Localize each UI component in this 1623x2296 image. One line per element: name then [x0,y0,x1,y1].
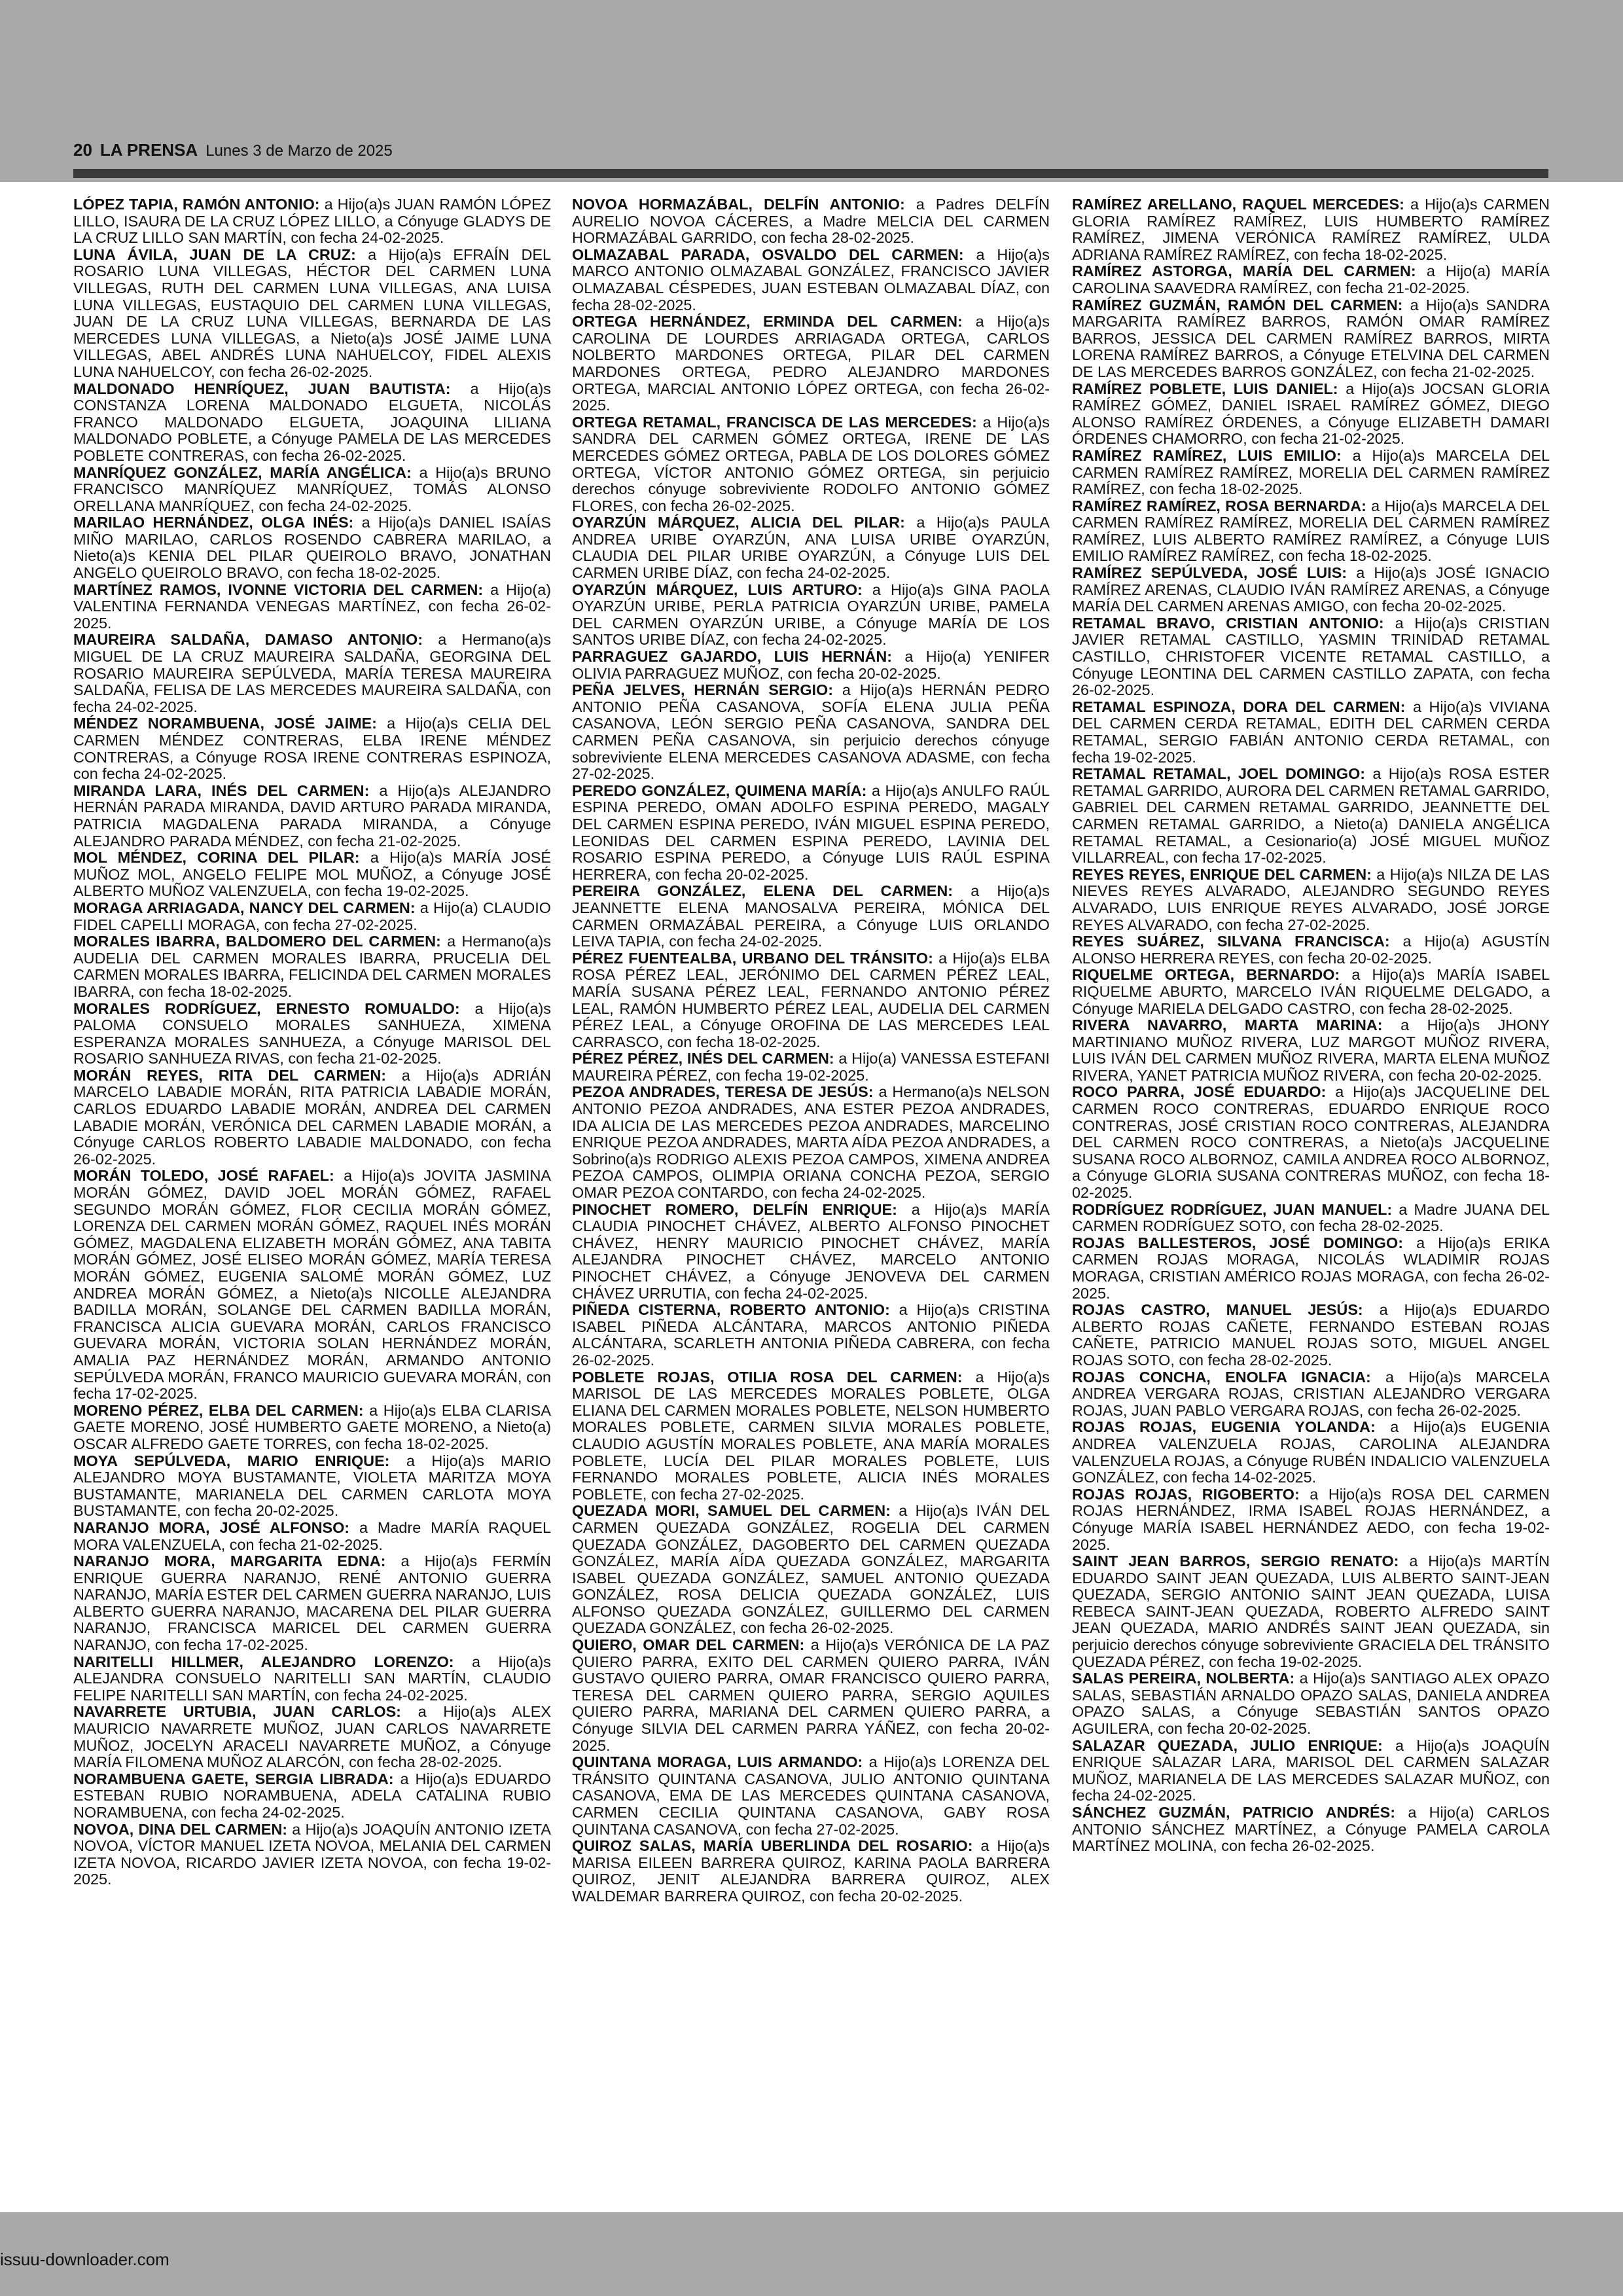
deceased-name: ROJAS CASTRO, MANUEL JESÚS: [1072,1301,1363,1319]
notice-entry [1072,1670,1550,1737]
deceased-name: MORALES RODRÍGUEZ, ERNESTO ROMUALDO: [73,999,460,1017]
notice-entry [1072,381,1550,448]
notice-entry [1072,1302,1550,1369]
deceased-name: MANRÍQUEZ GONZÁLEZ, MARÍA ANGÉLICA: [73,463,412,481]
bottom-gray-band [0,2212,1623,2296]
notice-text: a Hijo(a) MARÍA CAROLINA SAAVEDRA RAMÍREZ, con fecha 21-02-2025. [1072,262,1550,296]
deceased-name: QUIROZ SALAS, MARÍA UBERLINDA DEL ROSARIO: [572,1837,973,1855]
deceased-name: PEREIRA GONZÁLEZ, ELENA DEL CARMEN: [572,882,954,900]
notice-entry [73,1771,551,1821]
notice-text: a Hijo(a)s VERÓNICA DE LA PAZ QUIERO PARRA, EXITO DEL CARMEN QUIERO PARRA, IVÁN GUSTAVO QUIERO PARRA, OMAR FRANCISCO QUIERO PARRA, TERESA DEL CARMEN QUIERO PARRA, SERGIO AQUILES QUIERO PARRA, MARIANA DEL CARMEN QUIERO PARRA, a Cónyuge SILVIA DEL CARMEN PARRA YÁÑEZ, con fecha 20-02-2025. [572,1636,1050,1754]
notice-entry [572,1369,1050,1503]
header-rule [73,169,1548,178]
notice-text: a Madre MARÍA RAQUEL MORA VALENZUELA, con fecha 21-02-2025. [73,1518,551,1553]
deceased-name: SAINT JEAN BARROS, SERGIO RENATO: [1072,1552,1399,1570]
notice-text: a Hijo(a)s ALEJANDRO HERNÁN PARADA MIRANDA, DAVID ARTURO PARADA MIRANDA, PATRICIA MAGDALENA PARADA MIRANDA, a Cónyuge ALEJANDRO PARADA MÉNDEZ, con fecha 21-02-2025. [73,781,551,850]
notice-text: a Hijo(a)s HERNÁN PEDRO ANTONIO PEÑA CASANOVA, SOFÍA ELENA JULIA PEÑA CASANOVA, LEÓN SERGIO PEÑA CASANOVA, SANDRA DEL CARMEN PEÑA CASANOVA, sin perjuicio derechos cónyuge sobreviviente ELENA MERCEDES CASANOVA ADASME, con fecha 27-02-2025. [572,681,1050,783]
notice-entry [1072,967,1550,1017]
notice-entry [73,1168,551,1402]
deceased-name: LUNA ÁVILA, JUAN DE LA CRUZ: [73,245,356,263]
notice-entry [73,1001,551,1067]
deceased-name: MÉNDEZ NORAMBUENA, JOSÉ JAIME: [73,715,377,732]
notice-text: a Hijo(a)s MARISOL DE LAS MERCEDES MORALES POBLETE, OLGA ELIANA DEL CARMEN MORALES POBLETE, NELSON HUMBERTO MORALES POBLETE, CARMEN SILVIA MORALES POBLETE, CLAUDIO AGUSTÍN MORALES POBLETE, ANA MARÍA MORALES POBLETE, LUCÍA DEL PILAR MORALES POBLETE, LUIS FERNANDO MORALES POBLETE, ALICIA INÉS MORALES POBLETE, con fecha 27-02-2025. [572,1368,1050,1503]
notice-text: a Hermano(a)s NELSON ANTONIO PEZOA ANDRADES, ANA ESTER PEZOA ANDRADES, IDA ALICIA DE LAS MERCEDES PEZOA ANDRADES, MARCELINO ENRIQUE PEZOA ANDRADES, MARTA AÍDA PEZOA ANDRADES, a Sobrino(a)s RODRIGO ALEXIS PEZOA CAMPOS, XIMENA ANDREA PEZOA CAMPOS, OLIMPIA ORIANA CONCHA PEZOA, SERGIO OMAR PEZOA CONTARDO, con fecha 24-02-2025. [572,1083,1050,1202]
deceased-name: SÁNCHEZ GUZMÁN, PATRICIO ANDRÉS: [1072,1804,1396,1821]
notice-text: a Hijo(a)s EDUARDO ESTEBAN RUBIO NORAMBUENA, ADELA CATALINA RUBIO NORAMBUENA, con fecha 24-02-2025. [73,1770,551,1821]
notice-entry [73,1067,551,1168]
deceased-name: REYES REYES, ENRIQUE DEL CARMEN: [1072,865,1372,883]
notice-text: a Hijo(a)s JACQUELINE DEL CARMEN ROCO CONTRERAS, EDUARDO ENRIQUE ROCO CONTRERAS, JOSÉ CRISTIAN ROCO CONTRERAS, ALEJANDRA DEL CARMEN ROCO CONTRERAS, a Nieto(a)s JACQUELINE SUSANA ROCO ALBORNOZ, CAMILA ANDREA ROCO ALBORNOZ, a Cónyuge GLORIA SUSANA CONTRERAS MUÑOZ, con fecha 18-02-2025. [1072,1083,1550,1202]
notice-text: a Hijo(a)s MARTÍN EDUARDO SAINT JEAN QUEZADA, LUIS ALBERTO SAINT-JEAN QUEZADA, SERGIO ANTONIO SAINT JEAN QUEZADA, LUISA REBECA SAINT-JEAN QUEZADA, ROBERTO ALFREDO SAINT JEAN QUEZADA, MARIO ANDRÉS SAINT JEAN QUEZADA, sin perjuicio derechos cónyuge sobreviviente GRACIELA DEL TRÁNSITO QUEZADA PÉREZ, con fecha 19-02-2025. [1072,1552,1550,1670]
deceased-name: MOYA SEPÚLVEDA, MARIO ENRIQUE: [73,1452,390,1469]
notice-entry [73,933,551,1000]
footer-watermark: issuu-downloader.com [0,2250,169,2269]
deceased-name: QUIERO, OMAR DEL CARMEN: [572,1636,805,1654]
deceased-name: ROCO PARRA, JOSÉ EDUARDO: [1072,1083,1327,1101]
notice-text: a Hijo(a)s CONSTANZA LORENA MALDONADO ELGUETA, NICOLÁS FRANCO MALDONADO ELGUETA, JOAQUINA LILIANA MALDONADO POBLETE, a Cónyuge PAMELA DE LAS MERCEDES POBLETE CONTRERAS, con fecha 26-02-2025. [73,380,551,464]
notice-text: a Hijo(a)s MARIO ALEJANDRO MOYA BUSTAMANTE, VIOLETA MARITZA MOYA BUSTAMANTE, MARIANELA DEL CARMEN CARLOTA MOYA BUSTAMANTE, con fecha 20-02-2025. [73,1452,551,1520]
deceased-name: QUINTANA MORAGA, LUIS ARMANDO: [572,1753,863,1771]
notice-text: a Hijo(a)s FERMÍN ENRIQUE GUERRA NARANJO, RENÉ ANTONIO GUERRA NARANJO, MARÍA ESTER DEL CARMEN GUERRA NARANJO, LUIS ALBERTO GUERRA NARANJO, MACARENA DEL PILAR GUERRA NARANJO, FRANCISCA MARICEL DEL CARMEN GUERRA NARANJO, con fecha 17-02-2025. [73,1552,551,1654]
deceased-name: ROJAS ROJAS, RIGOBERTO: [1072,1485,1300,1503]
notice-entry [1072,1202,1550,1235]
deceased-name: MAUREIRA SALDAÑA, DAMASO ANTONIO: [73,631,423,649]
notice-entry [572,649,1050,682]
notice-entry [1072,933,1550,967]
notice-text: a Hijo(a) AGUSTÍN ALONSO HERRERA REYES, con fecha 20-02-2025. [1072,933,1550,967]
deceased-name: RAMÍREZ SEPÚLVEDA, JOSÉ LUIS: [1072,564,1347,582]
deceased-name: RODRÍGUEZ RODRÍGUEZ, JUAN MANUEL: [1072,1200,1393,1218]
notice-text: a Hijo(a) YENIFER OLIVIA PARRAGUEZ MUÑOZ, con fecha 20-02-2025. [572,648,1050,682]
notice-text: a Hijo(a)s JOAQUÍN ENRIQUE SALAZAR LARA, MARISOL DEL CARMEN SALAZAR MUÑOZ, MARIANELA DE LAS MERCEDES SALAZAR MUÑOZ, con fecha 24-02-2025. [1072,1736,1550,1804]
publication-name: LA PRENSA [99,140,198,160]
deceased-name: PÉREZ FUENTEALBA, URBANO DEL TRÁNSITO: [572,949,933,967]
notice-text: a Hijo(a)s NILZA DE LAS NIEVES REYES ALVARADO, ALEJANDRO SEGUNDO REYES ALVARADO, LUIS ENRIQUE REYES ALVARADO, JOSÉ JORGE REYES ALVARADO, con fecha 27-02-2025. [1072,865,1550,933]
deceased-name: ORTEGA RETAMAL, FRANCISCA DE LAS MERCEDES: [572,413,977,431]
deceased-name: MORAGA ARRIAGADA, NANCY DEL CARMEN: [73,899,416,916]
notice-text: a Hijo(a)s LORENZA DEL TRÁNSITO QUINTANA CASANOVA, JULIO ANTONIO QUINTANA CASANOVA, EMA DE LAS MERCEDES QUINTANA CASANOVA, CARMEN CECILIA QUINTANA CASANOVA, GABY ROSA QUINTANA CASANOVA, con fecha 27-02-2025. [572,1753,1050,1838]
deceased-name: PÉREZ PÉREZ, INÉS DEL CARMEN: [572,1050,834,1067]
column-3 [1072,196,1550,2207]
notice-entry [1072,615,1550,699]
deceased-name: RAMÍREZ ARELLANO, RAQUEL MERCEDES: [1072,196,1404,213]
deceased-name: SALAS PEREIRA, NOLBERTA: [1072,1670,1295,1687]
notice-entry [572,1838,1050,1905]
deceased-name: RIQUELME ORTEGA, BERNARDO: [1072,966,1340,984]
notice-text: a Hijo(a)s JOSÉ IGNACIO RAMÍREZ ARENAS, CLAUDIO IVÁN RAMÍREZ ARENAS, a Cónyuge MARÍA DEL CARMEN ARENAS AMIGO, con fecha 20-02-2025. [1072,564,1550,615]
deceased-name: NARANJO MORA, MARGARITA EDNA: [73,1552,386,1570]
notice-text: a Hijo(a)s JUAN RAMÓN LÓPEZ LILLO, ISAURA DE LA CRUZ LÓPEZ LILLO, a Cónyuge GLADYS DE LA CRUZ LILLO SAN MARTÍN, con fecha 24-02-2025. [73,196,551,247]
deceased-name: MALDONADO HENRÍQUEZ, JUAN BAUTISTA: [73,380,451,397]
notice-text: a Hijo(a)s JOCSAN GLORIA RAMÍREZ GÓMEZ, DANIEL ISRAEL RAMÍREZ GÓMEZ, DIEGO ALONSO RAMÍREZ ÓRDENES, a Cónyuge ELIZABETH DAMARI ÓRDENES CHAMORRO, con fecha 21-02-2025. [1072,380,1550,448]
deceased-name: MOL MÉNDEZ, CORINA DEL PILAR: [73,849,360,867]
notice-entry [73,850,551,900]
deceased-name: QUEZADA MORI, SAMUEL DEL CARMEN: [572,1502,891,1520]
notice-text: a Hijo(a)s MARCO ANTONIO OLMAZABAL GONZÁLEZ, FRANCISCO JAVIER OLMAZABAL CÉSPEDES, JUAN ESTEBAN OLMAZABAL DÍAZ, con fecha 28-02-2025. [572,245,1050,314]
notice-text: a Hijo(a)s ALEX MAURICIO NAVARRETE MUÑOZ, JUAN CARLOS NAVARRETE MUÑOZ, JOCELYN ARACELI NAVARRETE MUÑOZ, a Cónyuge MARÍA FILOMENA MUÑOZ ALARCÓN, con fecha 28-02-2025. [73,1703,551,1771]
notice-entry [572,414,1050,515]
notice-text: a Hijo(a)s VIVIANA DEL CARMEN CERDA RETAMAL, EDITH DEL CARMEN CERDA RETAMAL, SERGIO FABIÁN ANTONIO CERDA RETAMAL, con fecha 19-02-2025. [1072,698,1550,766]
deceased-name: MORENO PÉREZ, ELBA DEL CARMEN: [73,1401,364,1419]
notice-text: a Hijo(a) VANESSA ESTEFANI MAUREIRA PÉREZ, con fecha 19-02-2025. [572,1050,1050,1084]
deceased-name: RAMÍREZ ASTORGA, MARÍA DEL CARMEN: [1072,262,1416,280]
notice-entry [73,196,551,247]
notice-text: a Hijo(a)s JHONY MARTINIANO MUÑOZ RIVERA, LUZ MARGOT MUÑOZ RIVERA, LUIS IVÁN DEL CARMEN MUÑOZ RIVERA, MARTA ELENA MUÑOZ RIVERA, YANET PATRICIA MUÑOZ RIVERA, con fecha 20-02-2025. [1072,1016,1550,1084]
notice-entry [73,465,551,515]
notice-text: a Hijo(a)s MARCELA ANDREA VERGARA ROJAS, CRISTIAN ALEJANDRO VERGARA ROJAS, JUAN PABLO VERGARA ROJAS, con fecha 26-02-2025. [1072,1368,1550,1419]
notice-text: a Hijo(a)s GINA PAOLA OYARZÚN URIBE, PERLA PATRICIA OYARZÚN URIBE, PAMELA DEL CARMEN OYARZÚN URIBE, a Cónyuge MARÍA DE LOS SANTOS URIBE DÍAZ, con fecha 24-02-2025. [572,581,1050,649]
notice-entry [1072,1017,1550,1084]
notice-text: a Hijo(a)s EDUARDO ALBERTO ROJAS CAÑETE, FERNANDO ESTEBAN ROJAS CAÑETE, PATRICIO MANUEL ROJAS SOTO, MIGUEL ANGEL ROJAS SOTO, con fecha 28-02-2025. [1072,1301,1550,1369]
notice-entry [73,381,551,465]
notice-text: a Hijo(a)s MARÍA CLAUDIA PINOCHET CHÁVEZ, ALBERTO ALFONSO PINOCHET CHÁVEZ, HENRY MAURICIO PINOCHET CHÁVEZ, MARÍA ALEJANDRA PINOCHET CHÁVEZ, MARCELO ANTONIO PINOCHET CHÁVEZ, a Cónyuge JENOVEVA DEL CARMEN CHÁVEZ URRUTIA, con fecha 24-02-2025. [572,1200,1050,1302]
notice-text: a Hermano(a)s MIGUEL DE LA CRUZ MAUREIRA SALDAÑA, GEORGINA DEL ROSARIO MAUREIRA SEPÚLVEDA, MARÍA TERESA MAUREIRA SALDAÑA, FELISA DE LAS MERCEDES MAUREIRA SALDAÑA, con fecha 24-02-2025. [73,631,551,715]
deceased-name: PIÑEDA CISTERNA, ROBERTO ANTONIO: [572,1301,890,1319]
notice-text: a Hijo(a)s ROSA ESTER RETAMAL GARRIDO, AURORA DEL CARMEN RETAMAL GARRIDO, GABRIEL DEL CARMEN RETAMAL GARRIDO, JEANNETTE DEL CARMEN RETAMAL GARRIDO, a Nieto(a) DANIELA ANGÉLICA RETAMAL RETAMAL, a Cesionario(a) JOSÉ MIGUEL MUÑOZ VILLARREAL, con fecha 17-02-2025. [1072,765,1550,867]
notice-entry [1072,1419,1550,1486]
notice-text: a Hijo(a) CLAUDIO FIDEL CAPELLI MORAGA, con fecha 27-02-2025. [73,899,551,933]
notice-entry [572,196,1050,247]
notice-text: a Hijo(a)s MARÍA JOSÉ MUÑOZ MOL, ANGELO FELIPE MOL MUÑOZ, a Cónyuge JOSÉ ALBERTO MUÑOZ VALENZUELA, con fecha 19-02-2025. [73,849,551,900]
notice-entry [572,950,1050,1051]
notice-entry [572,1302,1050,1369]
notice-entry [1072,565,1550,615]
deceased-name: ORTEGA HERNÁNDEZ, ERMINDA DEL CARMEN: [572,313,963,331]
notice-entry [1072,448,1550,498]
notice-text: a Hijo(a)s IVÁN DEL CARMEN QUEZADA GONZÁLEZ, ROGELIA DEL CARMEN QUEZADA GONZÁLEZ, DAGOBERTO DEL CARMEN QUEZADA GONZÁLEZ, MARÍA AÍDA QUEZADA GONZÁLEZ, MARGARITA ISABEL QUEZADA GONZÁLEZ, SAMUEL ANTONIO QUEZADA GONZÁLEZ, ROSA DELICIA QUEZADA GONZÁLEZ, LUIS ALFONSO QUEZADA GONZÁLEZ, GUILLERMO DEL CARMEN QUEZADA GONZÁLEZ, con fecha 26-02-2025. [572,1502,1050,1637]
notice-entry [73,783,551,850]
notice-text: a Hijo(a)s ADRIÁN MARCELO LABADIE MORÁN, RITA PATRICIA LABADIE MORÁN, CARLOS EDUARDO LABADIE MORÁN, ANDREA DEL CARMEN LABADIE MORÁN, VERÓNICA DEL CARMEN LABADIE MORÁN, a Cónyuge CARLOS ROBERTO LABADIE MALDONADO, con fecha 26-02-2025. [73,1066,551,1168]
notice-entry [73,1520,551,1553]
deceased-name: NARANJO MORA, JOSÉ ALFONSO: [73,1518,350,1536]
deceased-name: ROJAS BALLESTEROS, JOSÉ DOMINGO: [1072,1234,1403,1251]
deceased-name: NOVOA HORMAZÁBAL, DELFÍN ANTONIO: [572,196,905,213]
notice-entry [1072,867,1550,933]
notice-text: a Hijo(a)s ANULFO RAÚL ESPINA PEREDO, OMAN ADOLFO ESPINA PEREDO, MAGALY DEL CARMEN ESPINA PEREDO, IVÁN MIGUEL ESPINA PEREDO, LEONIDAS DEL CARMEN ESPINA PEREDO, LAVINIA DEL ROSARIO ESPINA PEREDO, a Cónyuge LUIS RAÚL ESPINA HERRERA, con fecha 20-02-2025. [572,781,1050,883]
notice-entry [572,682,1050,783]
notice-entry [1072,498,1550,565]
notice-entry [73,715,551,782]
notice-entry [73,632,551,715]
deceased-name: MIRANDA LARA, INÉS DEL CARMEN: [73,781,370,799]
page-number: 20 [73,140,92,160]
notice-text: a Hijo(a) VALENTINA FERNANDA VENEGAS MARTÍNEZ, con fecha 26-02-2025. [73,581,551,632]
notice-text: a Hijo(a)s PALOMA CONSUELO MORALES SANHUEZA, XIMENA ESPERANZA MORALES SANHUEZA, a Cónyuge MARISOL DEL ROSARIO SANHUEZA RIVAS, con fecha 21-02-2025. [73,999,551,1067]
notice-text: a Hijo(a)s JEANNETTE ELENA MANOSALVA PEREIRA, MÓNICA DEL CARMEN ORMAZÁBAL PEREIRA, a Cónyuge LUIS ORLANDO LEIVA TAPIA, con fecha 24-02-2025. [572,882,1050,950]
notice-entry [73,582,551,632]
deceased-name: OYARZÚN MÁRQUEZ, LUIS ARTURO: [572,581,863,598]
notice-text: a Hijo(a)s SANDRA MARGARITA RAMÍREZ BARROS, RAMÓN OMAR RAMÍREZ BARROS, JESSICA DEL CARMEN RAMÍREZ BARROS, MIRTA LORENA RAMÍREZ BARROS, a Cónyuge ETELVINA DEL CARMEN DE LAS MERCEDES BARROS GONZÁLEZ, con fecha 21-02-2025. [1072,296,1550,380]
deceased-name: RAMÍREZ GUZMÁN, RAMÓN DEL CARMEN: [1072,296,1403,314]
deceased-name: PEÑA JELVES, HERNÁN SERGIO: [572,681,833,699]
deceased-name: NOVOA, DINA DEL CARMEN: [73,1820,288,1838]
notice-entry [73,1403,551,1453]
notice-entry [572,514,1050,581]
notice-text: a Hijo(a)s MARÍA ISABEL RIQUELME ABURTO, MARCELO IVÁN RIQUELME DELGADO, a Cónyuge MARIELA DELGADO CASTRO, con fecha 28-02-2025. [1072,966,1550,1017]
notice-text: a Hijo(a)s CARMEN GLORIA RAMÍREZ RAMÍREZ, LUIS HUMBERTO RAMÍREZ RAMÍREZ, JIMENA VERÓNICA RAMÍREZ RAMÍREZ, ULDA ADRIANA RAMÍREZ RAMÍREZ, con fecha 18-02-2025. [1072,196,1550,263]
notice-text: a Hijo(a)s BRUNO FRANCISCO MANRÍQUEZ MANRÍQUEZ, TOMÁS ALONSO ORELLANA MANRÍQUEZ, con fecha 24-02-2025. [73,463,551,514]
notice-entry [572,783,1050,884]
notice-entry [1072,1486,1550,1553]
notice-text: a Hijo(a)s MARISA EILEEN BARRERA QUIROZ, KARINA PAOLA BARRERA QUIROZ, JENIT ALEJANDRA BARRERA QUIROZ, ALEX WALDEMAR BARRERA QUIROZ, con fecha 20-02-2025. [572,1837,1050,1905]
notice-entry [73,1553,551,1654]
deceased-name: OLMAZABAL PARADA, OSVALDO DEL CARMEN: [572,245,964,263]
deceased-name: PINOCHET ROMERO, DELFÍN ENRIQUE: [572,1200,897,1218]
notice-text: a Hijo(a)s MARCELA DEL CARMEN RAMÍREZ RAMÍREZ, MORELIA DEL CARMEN RAMÍREZ RAMÍREZ, con fecha 18-02-2025. [1072,446,1550,498]
deceased-name: MARTÍNEZ RAMOS, IVONNE VICTORIA DEL CARMEN: [73,581,484,598]
deceased-name: POBLETE ROJAS, OTILIA ROSA DEL CARMEN: [572,1368,963,1386]
deceased-name: MARILAO HERNÁNDEZ, OLGA INÉS: [73,514,354,531]
notice-entry [572,1084,1050,1201]
notice-text: a Hijo(a)s MARCELA DEL CARMEN RAMÍREZ RAMÍREZ, MORELIA DEL CARMEN RAMÍREZ RAMÍREZ, LUIS ALBERTO RAMÍREZ RAMÍREZ, a Cónyuge LUIS EMILIO RAMÍREZ RAMÍREZ, con fecha 18-02-2025. [1072,497,1550,565]
deceased-name: PEREDO GONZÁLEZ, QUIMENA MARÍA: [572,781,867,799]
deceased-name: RETAMAL BRAVO, CRISTIAN ANTONIO: [1072,614,1384,632]
notice-entry [1072,1804,1550,1855]
notice-text: a Hijo(a)s ELBA ROSA PÉREZ LEAL, JERÓNIMO DEL CARMEN PÉREZ LEAL, MARÍA SUSANA PÉREZ LEAL, FERNANDO ANTONIO PÉREZ LEAL, RAMÓN HUMBERTO PÉREZ LEAL, AUDELIA DEL CARMEN PÉREZ LEAL, a Cónyuge OROFINA DE LAS MERCEDES LEAL CARRASCO, con fecha 18-02-2025. [572,949,1050,1050]
column-2 [572,196,1050,2207]
deceased-name: SALAZAR QUEZADA, JULIO ENRIQUE: [1072,1736,1383,1754]
notice-entry [1072,196,1550,263]
notice-entry [73,247,551,381]
notice-text: a Hijo(a)s CRISTINA ISABEL PIÑEDA ALCÁNTARA, MARCOS ANTONIO PIÑEDA ALCÁNTARA, SCARLETH ANTONIA PIÑEDA CABRERA, con fecha 26-02-2025. [572,1301,1050,1369]
deceased-name: REYES SUÁREZ, SILVANA FRANCISCA: [1072,933,1390,950]
deceased-name: MORALES IBARRA, BALDOMERO DEL CARMEN: [73,933,441,950]
deceased-name: PEZOA ANDRADES, TERESA DE JESÚS: [572,1083,874,1101]
publication-date: Lunes 3 de Marzo de 2025 [205,142,393,160]
notice-text: a Madre JUANA DEL CARMEN RODRÍGUEZ SOTO, con fecha 28-02-2025. [1072,1200,1550,1235]
deceased-name: NAVARRETE URTUBIA, JUAN CARLOS: [73,1703,401,1721]
deceased-name: RAMÍREZ POBLETE, LUIS DANIEL: [1072,380,1338,397]
notice-entry [572,1754,1050,1838]
notice-text: a Hijo(a)s ELBA CLARISA GAETE MORENO, JOSÉ HUMBERTO GAETE MORENO, a Nieto(a) OSCAR ALFREDO GAETE TORRES, con fecha 18-02-2025. [73,1401,551,1452]
notice-entry [1072,1235,1550,1302]
notice-entry [1072,297,1550,381]
notice-text: a Hijo(a)s SANDRA DEL CARMEN GÓMEZ ORTEGA, IRENE DE LAS MERCEDES GÓMEZ ORTEGA, PABLA DE LOS DOLORES GÓMEZ ORTEGA, VÍCTOR ANTONIO GÓMEZ ORTEGA, sin perjuicio derechos cónyuge sobreviviente RODOLFO ANTONIO GÓMEZ FLORES, con fecha 26-02-2025. [572,413,1050,514]
notice-text: a Hijo(a) CARLOS ANTONIO SÁNCHEZ MARTÍNEZ, a Cónyuge PAMELA CAROLA MARTÍNEZ MOLINA, con fecha 26-02-2025. [1072,1804,1550,1855]
notice-entry [572,582,1050,649]
notice-text: a Hijo(a)s ALEJANDRA CONSUELO NARITELLI SAN MARTÍN, CLAUDIO FELIPE NARITELLI SAN MARTÍN, con fecha 24-02-2025. [73,1653,551,1704]
notice-entry [572,1202,1050,1302]
deceased-name: OYARZÚN MÁRQUEZ, ALICIA DEL PILAR: [572,514,905,531]
notice-text: a Hijo(a)s SANTIAGO ALEX OPAZO SALAS, SEBASTIÁN ARNALDO OPAZO SALAS, DANIELA ANDREA OPAZO SALAS, a Cónyuge SEBASTIÁN SANTOS OPAZO AGUILERA, con fecha 20-02-2025. [1072,1670,1550,1738]
notice-text: a Hijo(a)s CRISTIAN JAVIER RETAMAL CASTILLO, YASMIN TRINIDAD RETAMAL CASTILLO, CHRISTOFER VICENTE RETAMAL CASTILLO, a Cónyuge LEONTINA DEL CARMEN CASTILLO ZAPATA, con fecha 26-02-2025. [1072,614,1550,699]
notice-text: a Hijo(a)s JOVITA JASMINA MORÁN GÓMEZ, DAVID JOEL MORÁN GÓMEZ, RAFAEL SEGUNDO MORÁN GÓMEZ, FLOR CECILIA MORÁN GÓMEZ, LORENZA DEL CARMEN MORÁN GÓMEZ, RAQUEL INÉS MORÁN GÓMEZ, MAGDALENA ELIZABETH MORÁN GÓMEZ, ANA TABITA MORÁN GÓMEZ, JOSÉ ELISEO MORÁN GÓMEZ, MARÍA TERESA MORÁN GÓMEZ, EUGENIA SALOMÉ MORÁN GÓMEZ, LUZ ANDREA MORÁN GÓMEZ, a Nieto(a)s NICOLLE ALEJANDRA BADILLA MORÁN, SOLANGE DEL CARMEN BADILLA MORÁN, FRANCISCA ALICIA GUEVARA MORÁN, CARLOS FRANCISCO GUEVARA MORÁN, VICTORIA SOLAN HERNÁNDEZ MORÁN, AMALIA PAZ HERNÁNDEZ MORÁN, ARMANDO ANTONIO SEPÚLVEDA MORÁN, FRANCO MAURICIO GUEVARA MORÁN, con fecha 17-02-2025. [73,1167,551,1403]
deceased-name: RAMÍREZ RAMÍREZ, ROSA BERNARDA: [1072,497,1366,514]
deceased-name: PARRAGUEZ GAJARDO, LUIS HERNÁN: [572,648,893,666]
page-header [73,140,393,166]
notice-entry [572,1503,1050,1637]
notice-text: a Hijo(a)s EFRAÍN DEL ROSARIO LUNA VILLEGAS, HÉCTOR DEL CARMEN LUNA VILLEGAS, RUTH DEL CARMEN LUNA VILLEGAS, ANA LUISA LUNA VILLEGAS, EUSTAQUIO DEL CARMEN LUNA VILLEGAS, JUAN DE LA CRUZ LUNA VILLEGAS, BERNARDA DE LAS MERCEDES LUNA VILLEGAS, a Nieto(a)s JOSÉ JAIME LUNA VILLEGAS, ABEL ANDRÉS LUNA NAHUELCOY, FIDEL ALEXIS LUNA NAHUELCOY, con fecha 26-02-2025. [73,245,551,380]
column-1 [73,196,551,2207]
notice-text: a Padres DELFÍN AURELIO NOVOA CÁCERES, a Madre MELCIA DEL CARMEN HORMAZÁBAL GARRIDO, con fecha 28-02-2025. [572,196,1050,247]
notice-entry [1072,1369,1550,1420]
deceased-name: NORAMBUENA GAETE, SERGIA LIBRADA: [73,1770,394,1787]
notice-entry [572,1050,1050,1084]
notice-text: a Hijo(a)s ROSA DEL CARMEN ROJAS HERNÁNDEZ, IRMA ISABEL ROJAS HERNÁNDEZ, a Cónyuge MARÍA ISABEL HERNÁNDEZ AEDO, con fecha 19-02-2025. [1072,1485,1550,1553]
notice-text: a Hijo(a)s CELIA DEL CARMEN MÉNDEZ CONTRERAS, ELBA IRENE MÉNDEZ CONTRERAS, a Cónyuge ROSA IRENE CONTRERAS ESPINOZA, con fecha 24-02-2025. [73,715,551,783]
notice-text: a Hijo(a)s EUGENIA ANDREA VALENZUELA ROJAS, CAROLINA ALEJANDRA VALENZUELA ROJAS, a Cónyuge RUBÉN INDALICIO VALENZUELA GONZÁLEZ, con fecha 14-02-2025. [1072,1418,1550,1486]
notice-entry [73,1654,551,1704]
deceased-name: RETAMAL RETAMAL, JOEL DOMINGO: [1072,765,1366,783]
notice-text: a Hijo(a)s CAROLINA DE LOURDES ARRIAGADA ORTEGA, CARLOS NOLBERTO MARDONES ORTEGA, PILAR DEL CARMEN MARDONES ORTEGA, PEDRO ALEJANDRO MARDONES ORTEGA, MARCIAL ANTONIO LÓPEZ ORTEGA, con fecha 26-02-2025. [572,313,1050,414]
notice-text: a Hijo(a)s ERIKA CARMEN ROJAS MORAGA, NICOLÁS WLADIMIR ROJAS MORAGA, CRISTIAN AMÉRICO ROJAS MORAGA, con fecha 26-02-2025. [1072,1234,1550,1302]
notice-entry [73,1704,551,1770]
deceased-name: MORÁN TOLEDO, JOSÉ RAFAEL: [73,1167,334,1185]
notice-entry [73,1821,551,1888]
notice-entry [73,514,551,581]
deceased-name: RAMÍREZ RAMÍREZ, LUIS EMILIO: [1072,446,1342,464]
notice-text: a Hijo(a)s PAULA ANDREA URIBE OYARZÚN, ANA LUISA URIBE OYARZÚN, CLAUDIA DEL PILAR URIBE OYARZÚN, a Cónyuge LUIS DEL CARMEN URIBE DÍAZ, con fecha 24-02-2025. [572,514,1050,582]
notice-text: a Hermano(a)s AUDELIA DEL CARMEN MORALES IBARRA, PRUCELIA DEL CARMEN MORALES IBARRA, FELICINDA DEL CARMEN MORALES IBARRA, con fecha 18-02-2025. [73,933,551,1000]
notice-entry [1072,1738,1550,1804]
notice-text: a Hijo(a)s JOAQUÍN ANTONIO IZETA NOVOA, VÍCTOR MANUEL IZETA NOVOA, MELANIA DEL CARMEN IZETA NOVOA, RICARDO JAVIER IZETA NOVOA, con fecha 19-02-2025. [73,1820,551,1888]
notice-entry [73,900,551,933]
deceased-name: NARITELLI HILLMER, ALEJANDRO LORENZO: [73,1653,454,1670]
deceased-name: RETAMAL ESPINOZA, DORA DEL CARMEN: [1072,698,1406,715]
deceased-name: ROJAS CONCHA, ENOLFA IGNACIA: [1072,1368,1371,1386]
notice-entry [572,247,1050,314]
deceased-name: LÓPEZ TAPIA, RAMÓN ANTONIO: [73,196,320,213]
notice-text: a Hijo(a)s DANIEL ISAÍAS MIÑO MARILAO, CARLOS ROSENDO CABRERA MARILAO, a Nieto(a)s KENIA DEL PILAR QUEIROLO BRAVO, JONATHAN ANGELO QUEIROLO BRAVO, con fecha 18-02-2025. [73,514,551,582]
notice-entry [572,883,1050,950]
deceased-name: ROJAS ROJAS, EUGENIA YOLANDA: [1072,1418,1376,1436]
deceased-name: MORÁN REYES, RITA DEL CARMEN: [73,1066,387,1084]
notice-entry [73,1453,551,1520]
deceased-name: RIVERA NAVARRO, MARTA MARINA: [1072,1016,1383,1034]
notice-entry [1072,263,1550,296]
notice-entry [1072,766,1550,867]
notice-entry [1072,699,1550,766]
notice-entry [1072,1553,1550,1670]
notice-entry [572,314,1050,414]
notice-entry [1072,1084,1550,1201]
notice-entry [572,1637,1050,1754]
